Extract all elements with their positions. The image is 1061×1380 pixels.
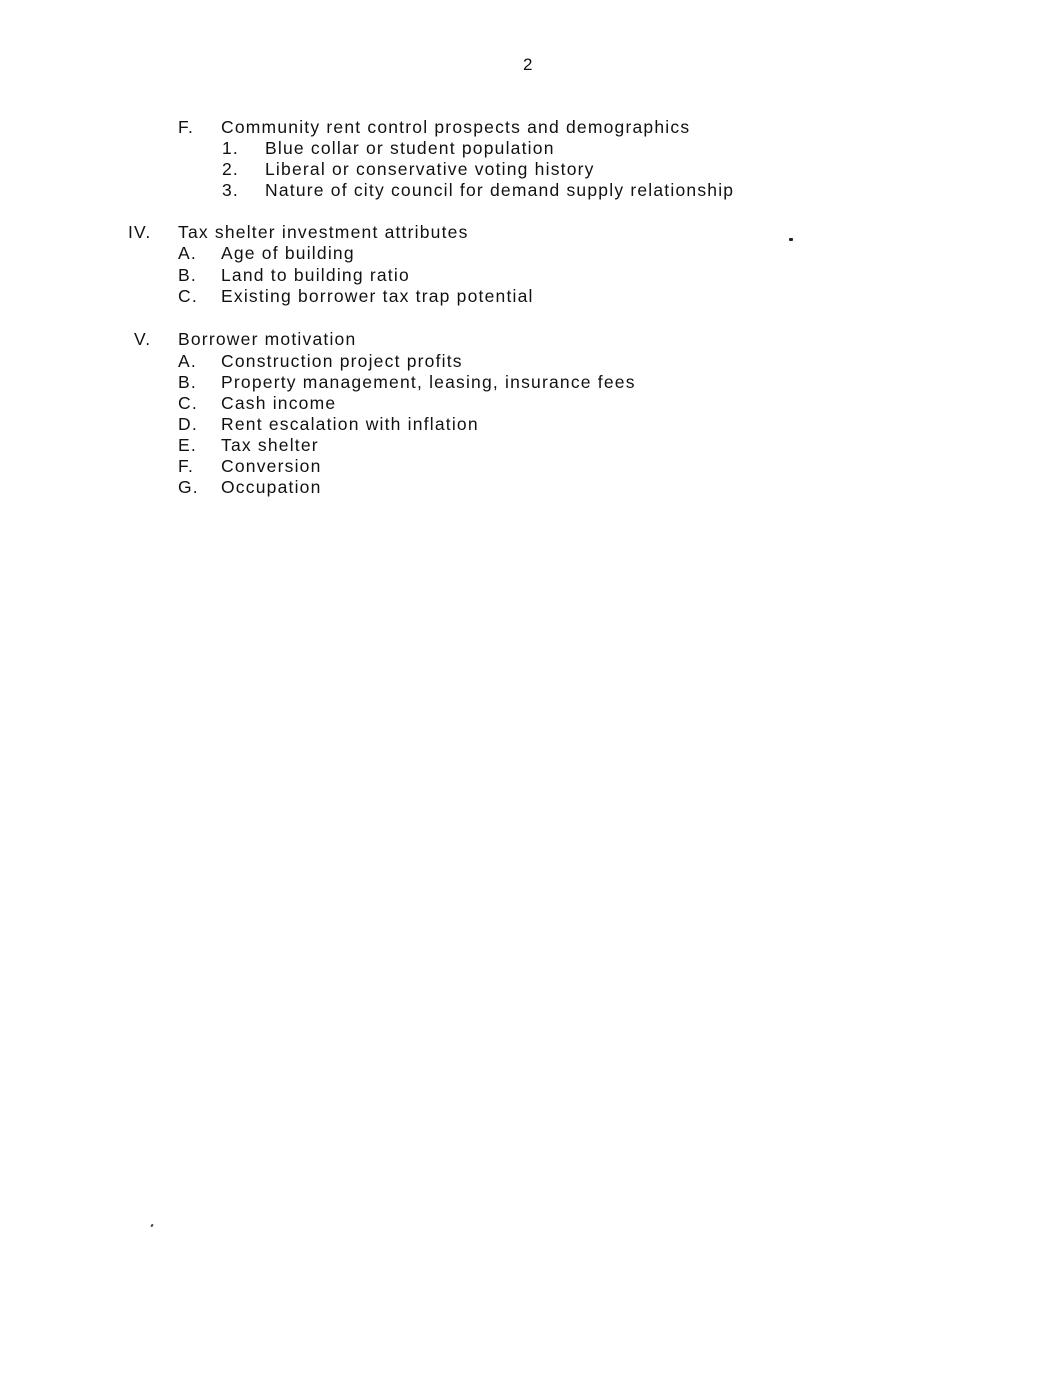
outline-marker: B.: [178, 265, 197, 285]
outline-item-text: Rent escalation with inflation: [221, 414, 479, 434]
outline-heading-text: Community rent control prospects and demographics: [221, 117, 691, 137]
stray-mark: [789, 238, 793, 241]
outline-item-text: Liberal or conservative voting history: [265, 159, 595, 179]
outline-marker: A.: [178, 351, 197, 371]
outline-marker: B.: [178, 372, 197, 392]
outline-marker: 3.: [222, 180, 239, 200]
outline-marker: IV.: [128, 222, 152, 242]
stray-mark: [150, 1224, 153, 1228]
outline-marker: F.: [178, 456, 195, 476]
outline-item-text: Blue collar or student population: [265, 138, 555, 158]
outline-item-text: Age of building: [221, 243, 355, 263]
outline-marker: A.: [178, 243, 197, 263]
outline-item-text: Tax shelter: [221, 435, 319, 455]
outline-item-text: Nature of city council for demand supply relationship: [265, 180, 735, 200]
outline-item-text: Occupation: [221, 477, 322, 497]
page-number: 2: [523, 55, 533, 74]
outline-marker: G.: [178, 477, 199, 497]
outline-heading-text: Tax shelter investment attributes: [178, 222, 469, 242]
outline-marker: F.: [178, 117, 195, 137]
outline-item-text: Existing borrower tax trap potential: [221, 286, 534, 306]
outline-marker: 1.: [222, 138, 239, 158]
outline-item-text: Cash income: [221, 393, 337, 413]
outline-item-text: Property management, leasing, insurance fees: [221, 372, 636, 392]
outline-item-text: Construction project profits: [221, 351, 463, 371]
outline-marker: C.: [178, 393, 198, 413]
outline-marker: C.: [178, 286, 198, 306]
outline-heading-text: Borrower motivation: [178, 329, 357, 349]
outline-item-text: Land to building ratio: [221, 265, 410, 285]
outline-marker: 2.: [222, 159, 239, 179]
outline-marker: V.: [134, 329, 152, 349]
outline-marker: D.: [178, 414, 198, 434]
outline-item-text: Conversion: [221, 456, 322, 476]
outline-marker: E.: [178, 435, 197, 455]
